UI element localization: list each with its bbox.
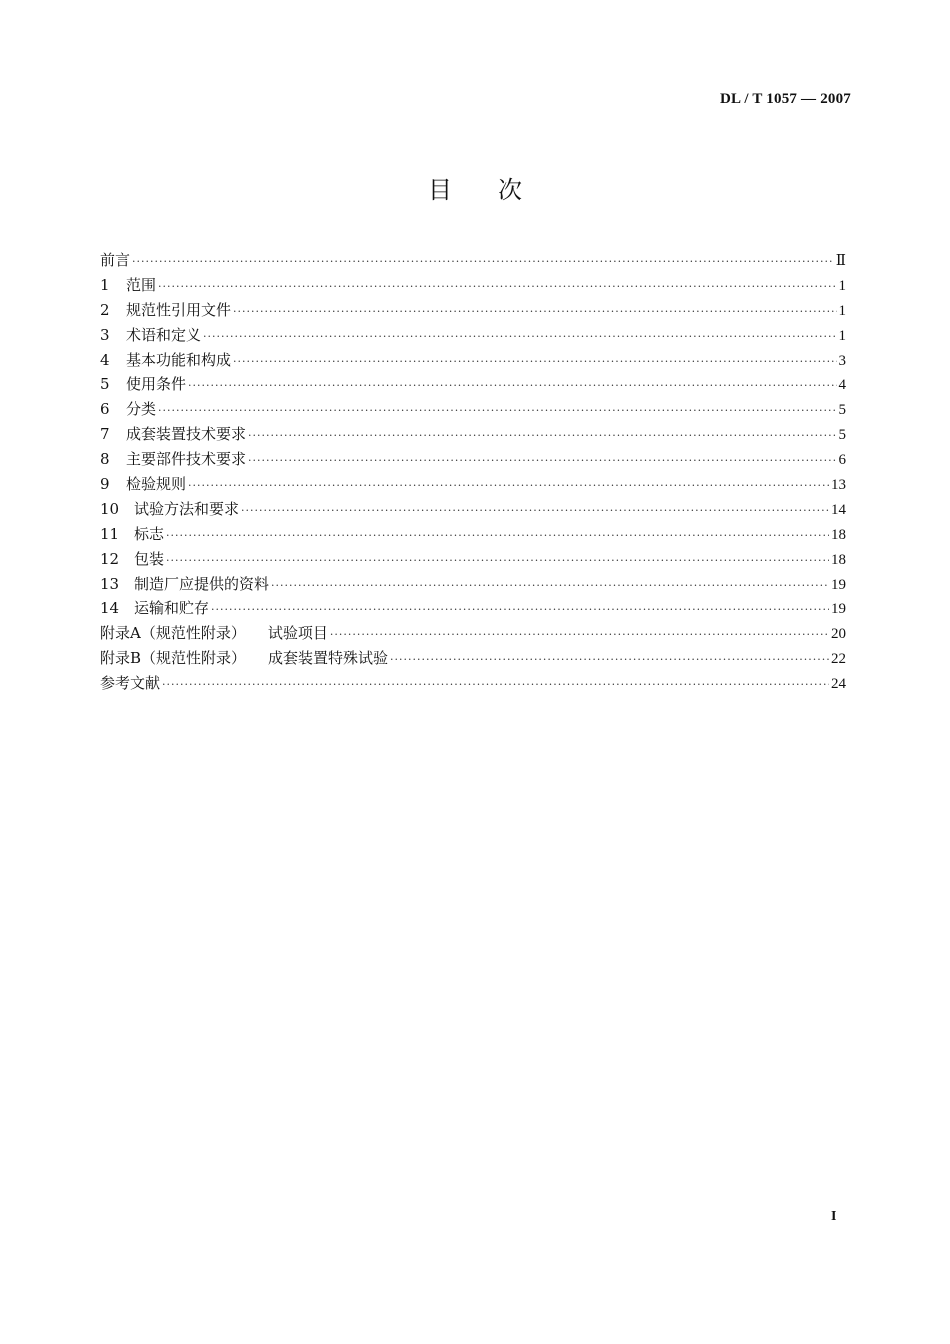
- toc-label-wrap: [100, 273, 156, 298]
- toc-section-number: 14: [100, 599, 120, 618]
- toc-entry[interactable]: [100, 323, 846, 348]
- toc-page-number: 1: [838, 277, 846, 294]
- toc-entry[interactable]: [100, 397, 846, 422]
- toc-label-wrap: [100, 547, 164, 572]
- toc-label-wrap: [100, 621, 328, 646]
- toc-page-number: 1: [838, 327, 846, 344]
- toc-label-wrap: [100, 522, 164, 547]
- toc-page-number: Ⅱ: [835, 253, 846, 269]
- toc-leader-dots: [271, 574, 829, 599]
- toc-section-number: 7: [100, 425, 110, 444]
- toc-leader-dots: [248, 449, 836, 474]
- toc-leader-dots: [248, 424, 836, 449]
- toc-page-number: 19: [831, 601, 846, 618]
- toc-page-number: 20: [831, 626, 846, 643]
- toc-label: 标志: [134, 524, 165, 543]
- toc-entry[interactable]: [100, 273, 846, 298]
- toc-page-number: 1: [838, 302, 846, 319]
- toc-page-number: 19: [831, 576, 846, 593]
- toc-label: 主要部件技术要求: [126, 450, 247, 469]
- toc-label: 参考文献: [100, 674, 161, 693]
- toc-entry[interactable]: [100, 547, 846, 572]
- toc-section-number: 12: [100, 549, 120, 568]
- toc-page-number: 24: [831, 676, 846, 693]
- toc-leader-dots: [162, 673, 829, 698]
- toc-section-number: 1: [100, 275, 110, 294]
- toc-section-number: 2: [100, 300, 110, 319]
- toc-entry[interactable]: [100, 572, 846, 597]
- toc-section-number: 11: [100, 524, 120, 543]
- toc-entry[interactable]: [100, 646, 846, 671]
- toc-page-number: 13: [831, 477, 846, 494]
- toc-entry[interactable]: [100, 348, 846, 373]
- page-title: 目次: [428, 176, 568, 204]
- toc-leader-dots: [166, 524, 829, 549]
- toc-entry[interactable]: [100, 497, 846, 522]
- toc-label-wrap: [100, 298, 231, 323]
- toc-label-wrap: [100, 447, 246, 472]
- toc-label: 包装: [134, 549, 165, 568]
- toc-sub-label: 试验项目: [267, 624, 328, 643]
- toc-label: 前言: [100, 251, 131, 269]
- toc-label: 成套装置技术要求: [126, 425, 247, 444]
- toc-section-number: 13: [100, 574, 120, 593]
- toc-entry[interactable]: [100, 372, 846, 397]
- document-code: DL / T 1057 — 2007: [720, 91, 851, 107]
- toc-entry[interactable]: [100, 472, 846, 497]
- toc-entry[interactable]: [100, 298, 846, 323]
- toc-label-wrap: [100, 572, 269, 597]
- toc-label-wrap: [100, 323, 201, 348]
- toc-page-number: 5: [838, 402, 846, 419]
- toc-leader-dots: [132, 250, 834, 275]
- toc-page-number: 6: [838, 452, 846, 469]
- page-number: I: [831, 1209, 837, 1224]
- toc-label: 运输和贮存: [134, 599, 210, 618]
- table-of-contents: [100, 248, 846, 696]
- toc-entry[interactable]: [100, 596, 846, 621]
- toc-entry[interactable]: [100, 447, 846, 472]
- toc-entry[interactable]: [100, 522, 846, 547]
- toc-section-number: 4: [100, 350, 110, 369]
- toc-leader-dots: [188, 474, 829, 499]
- toc-section-number: 6: [100, 400, 110, 419]
- toc-leader-dots: [158, 399, 836, 424]
- toc-leader-dots: [241, 499, 829, 524]
- toc-label-wrap: [100, 348, 231, 373]
- toc-label: 范围: [126, 275, 157, 294]
- toc-page-number: 4: [838, 377, 846, 394]
- toc-section-number: 5: [100, 375, 110, 394]
- toc-leader-dots: [330, 623, 829, 648]
- toc-label: 分类: [126, 400, 157, 419]
- toc-label-wrap: [100, 646, 388, 671]
- toc-label: 基本功能和构成: [126, 350, 232, 369]
- toc-leader-dots: [390, 648, 829, 673]
- toc-leader-dots: [188, 374, 836, 399]
- toc-leader-dots: [233, 350, 836, 375]
- toc-section-number: 9: [100, 475, 110, 494]
- toc-page-number: 14: [831, 501, 846, 518]
- toc-section-number: 10: [100, 499, 120, 518]
- toc-label: 试验方法和要求: [134, 499, 240, 518]
- toc-leader-dots: [211, 598, 829, 623]
- toc-label: 使用条件: [126, 375, 187, 394]
- toc-leader-dots: [158, 275, 836, 300]
- toc-leader-dots: [203, 325, 836, 350]
- toc-label: 术语和定义: [126, 325, 202, 344]
- toc-page-number: 18: [831, 526, 846, 543]
- toc-entry[interactable]: [100, 621, 846, 646]
- toc-leader-dots: [166, 549, 829, 574]
- toc-section-number: 8: [100, 450, 110, 469]
- toc-label-wrap: [100, 397, 156, 422]
- toc-label-wrap: [100, 422, 246, 447]
- toc-label-wrap: [100, 372, 186, 397]
- toc-label: 规范性引用文件: [126, 300, 232, 319]
- toc-label-wrap: [100, 497, 239, 522]
- toc-label-wrap: [100, 472, 186, 497]
- toc-label: 附录B（规范性附录）: [100, 649, 247, 668]
- toc-entry[interactable]: [100, 422, 846, 447]
- toc-label: 制造厂应提供的资料: [134, 574, 270, 593]
- toc-section-number: 3: [100, 325, 110, 344]
- toc-leader-dots: [233, 300, 836, 325]
- toc-page-number: 18: [831, 551, 846, 568]
- toc-label-wrap: [100, 596, 209, 621]
- toc-entry[interactable]: [100, 248, 846, 273]
- toc-entry[interactable]: [100, 671, 846, 696]
- toc-page-number: 5: [838, 427, 846, 444]
- toc-page-number: 22: [831, 651, 846, 668]
- toc-label: 检验规则: [126, 475, 187, 494]
- toc-sub-label: 成套装置特殊试验: [268, 649, 389, 668]
- toc-label: 附录A（规范性附录）: [100, 624, 246, 643]
- toc-page-number: 3: [838, 352, 846, 369]
